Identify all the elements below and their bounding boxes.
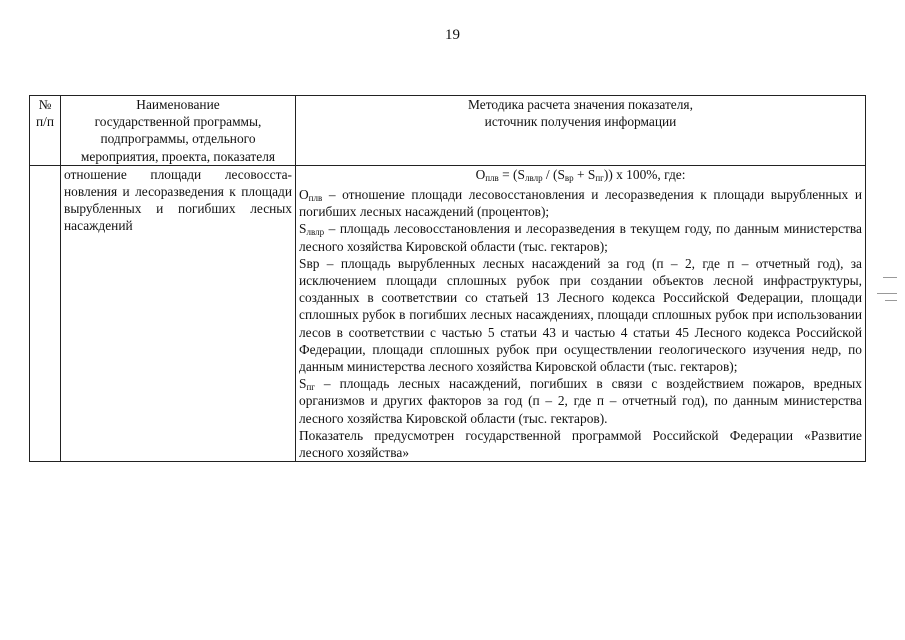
row-method	[296, 165, 866, 461]
scan-mark	[877, 293, 897, 294]
definition-s-vr: Sвр – площадь вырубленных лесных насаждений за год (п – 2, где п – отчетный год), за исключением площади сплошных рубок при создании объектов лесной инфраструктуры, созданных в соответствии со статьей 13 Лесного кодекса Российской Федерации, площади сплошных рубок в погибших лесных насаждениях, площади сплошных рубок при использовании лесов в соответствии с частью 5 статьи 43 и частью 4 статьи 45 Лесного кодекса Российской Федерации, площади сплошных рубок при осуществлении геологического изучения недр, по данным министерства лесного хозяйства Кировской области (тыс. гектаров);	[299, 255, 862, 375]
definition-s-pg: $S_{пг}$ – площадь лесных насаждений, погибших в связи с воздействием пожаров, вредных организмов и других факторов за год (п – 2, где п – отчетный год), по данным министерства лесного хозяйства Кировской области (тыс. гектаров).	[299, 376, 862, 426]
formula: $О_{плв} = (S_{лвлр} / (S_{вр} + S_{пг}))$ x 100%, где:	[475, 166, 686, 183]
header-method: Методика расчета значения показателя, источник получения информации	[296, 96, 866, 166]
table-row	[30, 165, 866, 461]
definition-s-lvlr: $S_{лвлр}$ – площадь лесовосстановления и лесоразведения в текущем году, по данным министерства лесного хозяйства Кировской области (тыс. гектаров);	[299, 221, 862, 254]
scan-mark	[885, 300, 897, 301]
definition-o-plv: $О_{плв}$ – отношение площади лесовосстановления и лесоразведения к площади вырубленных и погибших лесных насаждений (процентов);	[299, 187, 862, 220]
table-header-row	[30, 96, 866, 166]
header-number: № п/п	[30, 96, 61, 166]
row-number	[30, 165, 61, 461]
row-indicator-name: отношение площади лесовосста-новления и лесоразведения к площади вырубленных и погибших лесных насаждений	[61, 165, 296, 461]
scan-mark	[883, 277, 897, 278]
page-number: 19	[445, 27, 460, 43]
header-name: Наименование государственной программы, подпрограммы, отдельного мероприятия, проекта, показателя	[61, 96, 296, 166]
program-note: Показатель предусмотрен государственной программой Российской Федерации «Развитие лесного хозяйства»	[299, 427, 862, 461]
indicator-table	[29, 95, 866, 462]
